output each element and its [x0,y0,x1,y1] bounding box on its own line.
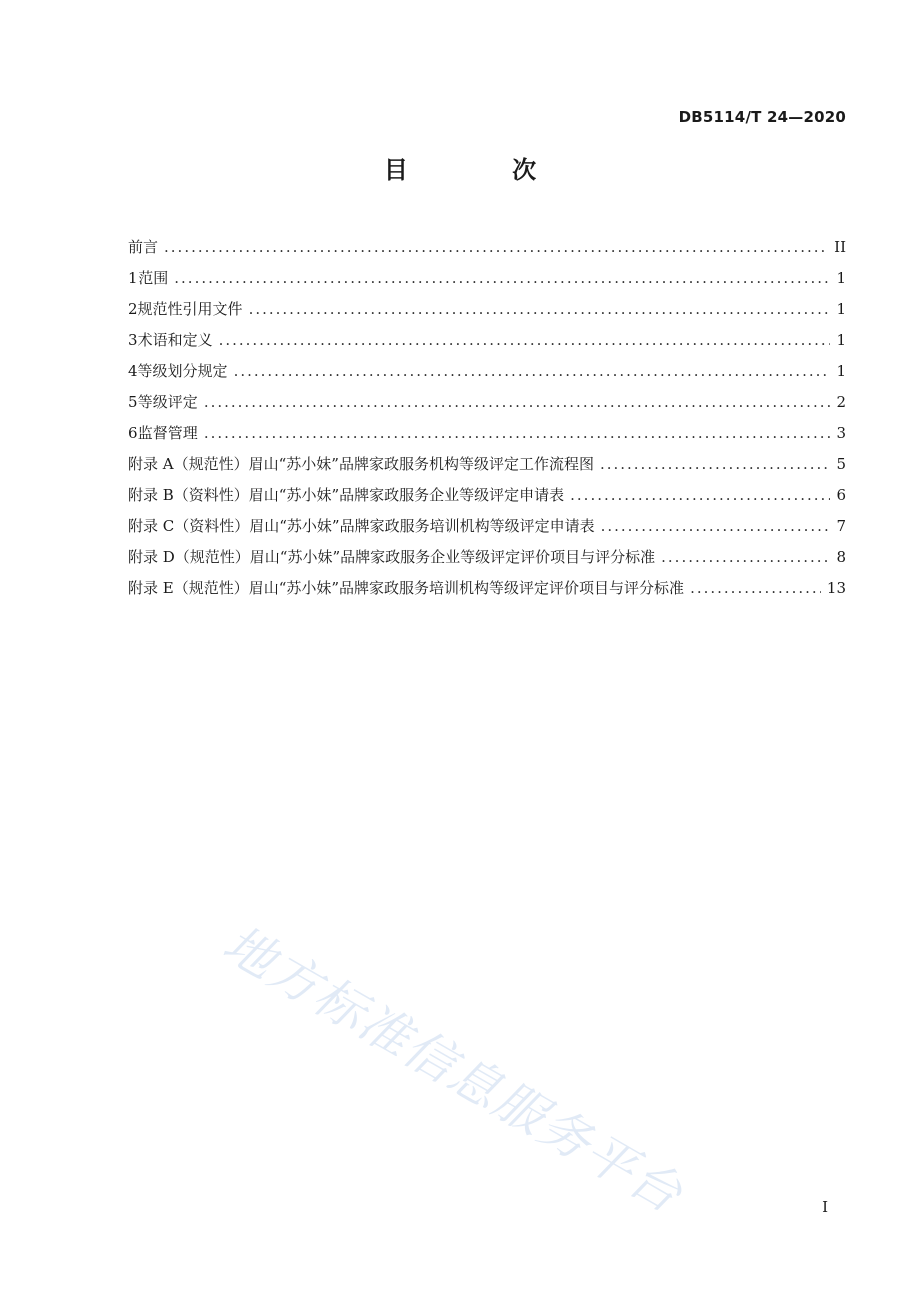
toc-entry-text: 监督管理 [137,424,198,442]
document-code: DB5114/T 24—2020 [678,108,846,126]
toc-leader-dots [204,387,831,418]
toc-entry-supervision[interactable] [128,418,846,449]
page-number: I [822,1198,828,1216]
toc-entry-appendix-label: 附录 D（规范性） [128,548,250,566]
toc-entry-appendix-a[interactable] [128,449,846,480]
toc-leader-dots [249,294,831,325]
toc-entry-page: 1 [836,300,846,318]
toc-entry-text: 等级评定 [137,393,198,411]
toc-entry-text: 眉山“苏小妹”品牌家政服务企业等级评定申请表 [248,486,565,504]
toc-entry-grade-assessment[interactable] [128,387,846,418]
toc-entry-page: 2 [836,393,846,411]
toc-entry-text: 规范性引用文件 [137,300,243,318]
toc-entry-page: 3 [836,424,846,442]
toc-entry-page: II [834,238,846,256]
toc-leader-dots [690,573,821,604]
toc-entry-foreword[interactable] [128,232,846,263]
toc-entry-text: 范围 [138,269,169,287]
toc-leader-dots [601,511,831,542]
watermark: 地方标准信息服务平台 [213,914,693,1225]
toc-leader-dots [219,325,831,356]
toc-entry-page: 1 [836,362,846,380]
toc-entry-number: 6 [128,424,138,442]
toc-entry-normative-references[interactable] [128,294,846,325]
toc-entry-appendix-label: 附录 C（资料性） [128,517,250,535]
toc-entry-appendix-c[interactable] [128,511,846,542]
toc-entry-appendix-d[interactable] [128,542,846,573]
toc-entry-number: 4 [128,362,138,380]
toc-entry-appendix-label: 附录 E（规范性） [128,579,249,597]
toc-entry-page: 1 [836,269,846,287]
toc-entry-number: 1 [128,269,138,287]
toc-entry-text: 等级划分规定 [137,362,228,380]
toc-entry-text: 前言 [128,238,159,256]
toc-entry-text: 眉山“苏小妹”品牌家政服务机构等级评定工作流程图 [248,455,594,473]
toc-entry-appendix-e[interactable] [128,573,846,604]
toc-entry-text: 术语和定义 [137,331,213,349]
toc-entry-number: 3 [128,331,138,349]
toc-leader-dots [600,449,831,480]
toc-entry-scope[interactable] [128,263,846,294]
toc-title: 目 次 [383,156,585,184]
toc-entry-appendix-label: 附录 B（资料性） [128,486,249,504]
toc-entry-terms-definitions[interactable] [128,325,846,356]
table-of-contents [128,232,846,604]
toc-leader-dots [661,542,830,573]
toc-leader-dots [204,418,831,449]
toc-entry-text: 眉山“苏小妹”品牌家政服务培训机构等级评定评价项目与评分标准 [248,579,685,597]
toc-entry-grade-classification[interactable] [128,356,846,387]
toc-leader-dots [234,356,831,387]
toc-entry-text: 眉山“苏小妹”品牌家政服务培训机构等级评定申请表 [249,517,595,535]
toc-entry-page: 1 [836,331,846,349]
toc-entry-appendix-b[interactable] [128,480,846,511]
toc-entry-number: 5 [128,393,138,411]
toc-entry-text: 眉山“苏小妹”品牌家政服务企业等级评定评价项目与评分标准 [249,548,656,566]
toc-entry-page: 7 [836,517,846,535]
toc-leader-dots [174,263,830,294]
toc-entry-number: 2 [128,300,138,318]
toc-entry-page: 5 [836,455,846,473]
toc-leader-dots [570,480,830,511]
toc-entry-page: 6 [836,486,846,504]
toc-entry-page: 13 [826,579,846,597]
toc-entry-page: 8 [836,548,846,566]
toc-entry-appendix-label: 附录 A（规范性） [128,455,249,473]
toc-leader-dots [164,232,828,263]
